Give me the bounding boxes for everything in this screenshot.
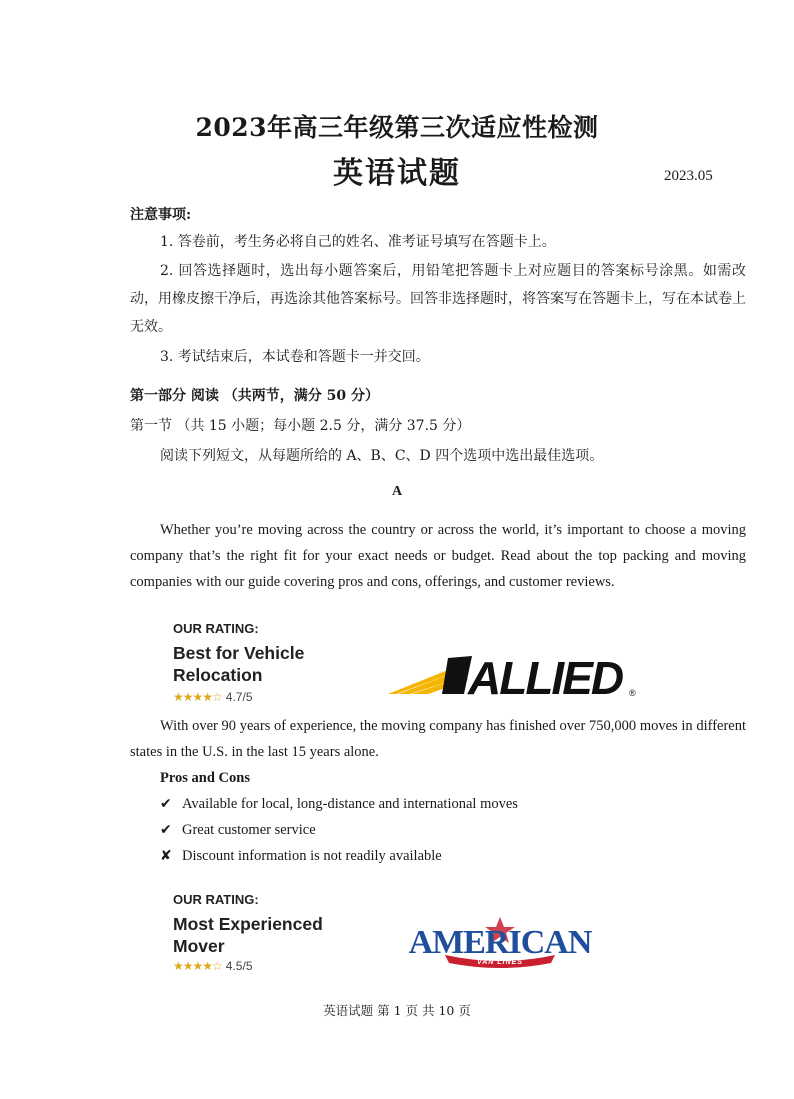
exam-title: 2023年高三年级第三次适应性检测 <box>195 113 599 142</box>
american-logo-banner: VAN LINES <box>477 959 523 966</box>
passage-intro: Whether you’re moving across the country or across the world, it’s important to choose a moving company that’s the right fit for your exact needs or budget. Read about the top packing and moving companies with our guide covering pros and cons, offerings, and customer reviews. <box>130 522 746 590</box>
section-subheading: 第一节 （共 15 小题；每小题 2.5 分，满分 37.5 分） <box>130 418 471 434</box>
check-icon: ✔ <box>160 822 172 838</box>
american-logo-text: AMERICAN <box>408 924 592 961</box>
exam-date: 2023.05 <box>664 168 713 184</box>
section-instruction: 阅读下列短文，从每题所给的 A、B、C、D 四个选项中选出最佳选项。 <box>160 448 604 464</box>
rating-title-line-2: Relocation <box>173 665 263 685</box>
rating-title <box>173 913 323 957</box>
pros-cons-heading: Pros and Cons <box>160 770 250 786</box>
allied-logo-text: ALLIED <box>468 652 623 700</box>
stars-icon: ★★★★☆ <box>173 959 222 973</box>
notice-item-2: 2. 回答选择题时，选出每小题答案后，用铅笔把答题卡上对应题目的答案标号涂黑。如需改动，用橡皮擦干净后，再选涂其他答案标号。回答非选择题时，将答案写在答题卡上，写在本试卷上无效。 <box>130 263 746 335</box>
cross-icon: ✘ <box>160 848 172 864</box>
page-footer: 英语试题 第 1 页 共 10 页 <box>323 1003 471 1018</box>
american-logo-graphic <box>405 915 595 971</box>
stars-icon: ★★★★☆ <box>173 690 222 704</box>
notice-item-1: 1. 答卷前，考生务必将自己的姓名、准考证号填写在答题卡上。 <box>160 234 556 250</box>
rating-score: 4.5/5 <box>225 959 253 973</box>
rating-label: OUR RATING: <box>173 621 259 636</box>
rating-title <box>173 642 304 686</box>
notice-item-3: 3. 考试结束后，本试卷和答题卡一并交回。 <box>160 349 430 365</box>
american-van-lines-logo <box>405 915 595 971</box>
section-heading: 第一部分 阅读 （共两节，满分 50 分） <box>130 388 379 404</box>
rating-title-line-1: Most Experienced <box>173 914 323 934</box>
rating-title-line-2: Mover <box>173 936 225 956</box>
passage-label: A <box>391 484 403 499</box>
star-rating <box>173 690 253 704</box>
pros-cons-text: Great customer service <box>182 822 316 838</box>
registered-mark: ® <box>629 688 636 698</box>
rating-label: OUR RATING: <box>173 892 259 907</box>
pros-cons-item <box>160 796 518 813</box>
star-rating <box>173 959 253 973</box>
allied-logo-graphic <box>388 650 648 700</box>
pros-cons-item <box>160 822 316 839</box>
company-description: With over 90 years of experience, the moving company has finished over 750,000 moves in different states in the U.S. in the last 15 years alone. <box>130 718 746 760</box>
rating-title-line-1: Best for Vehicle <box>173 643 305 663</box>
pros-cons-item <box>160 848 442 865</box>
exam-subtitle: 英语试题 <box>333 156 461 191</box>
notice-heading: 注意事项: <box>130 207 192 223</box>
check-icon: ✔ <box>160 796 172 812</box>
pros-cons-text: Available for local, long-distance and international moves <box>182 796 518 812</box>
pros-cons-text: Discount information is not readily available <box>182 848 442 864</box>
rating-score: 4.7/5 <box>225 690 253 704</box>
allied-logo <box>388 650 648 700</box>
